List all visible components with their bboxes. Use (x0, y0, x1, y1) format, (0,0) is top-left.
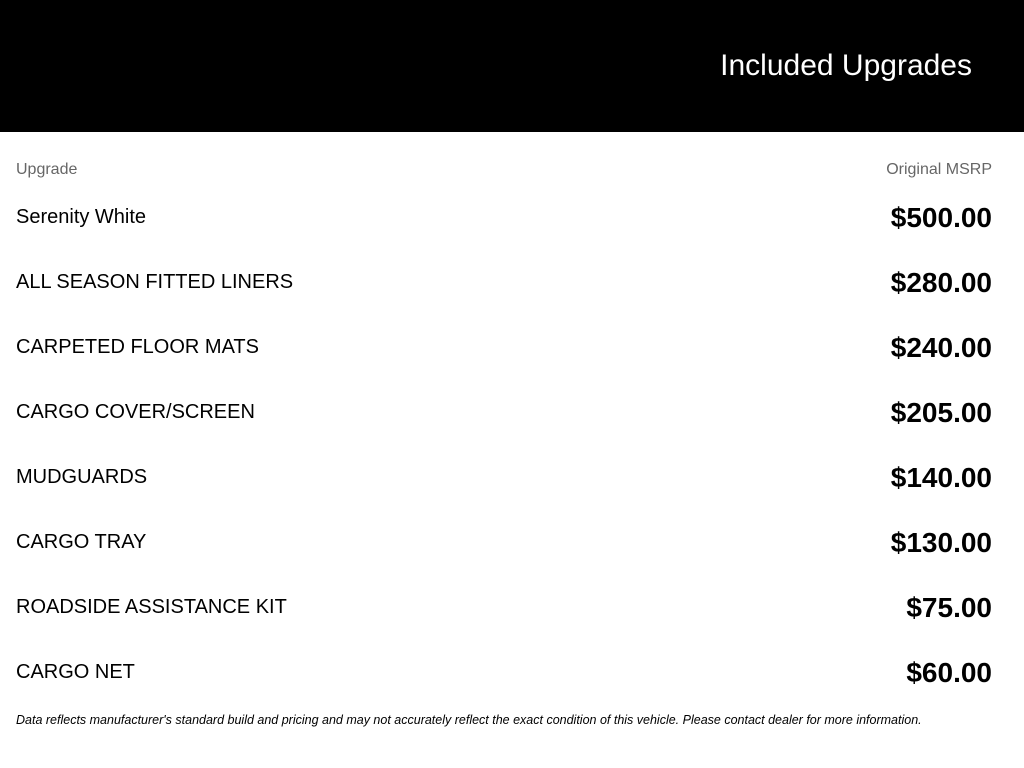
upgrade-row (16, 510, 992, 575)
table-column-headers (16, 156, 992, 184)
upgrade-price: $140.00 (890, 461, 992, 493)
upgrade-row (16, 575, 992, 640)
upgrade-price: $130.00 (890, 526, 992, 558)
column-header-msrp: Original MSRP (886, 161, 992, 178)
upgrade-name: MUDGUARDS (16, 466, 148, 488)
upgrade-name: ALL SEASON FITTED LINERS (16, 271, 294, 293)
upgrade-row (16, 185, 992, 250)
upgrade-row (16, 380, 992, 445)
upgrade-name: CARPETED FLOOR MATS (16, 336, 259, 358)
upgrade-name: ROADSIDE ASSISTANCE KIT (16, 596, 287, 618)
upgrade-price: $205.00 (890, 396, 992, 428)
page-header (0, 0, 1024, 132)
upgrade-row (16, 640, 992, 705)
upgrades-list (16, 185, 992, 705)
upgrade-name: CARGO TRAY (16, 531, 147, 553)
upgrade-price: $60.00 (906, 656, 992, 688)
upgrade-row (16, 315, 992, 380)
disclaimer-text: Data reflects manufacturer's standard build and pricing and may not accurately reflect the exact condition of this vehicle. Please contact dealer for more information. (16, 713, 922, 727)
upgrade-row (16, 445, 992, 510)
upgrade-price: $75.00 (906, 591, 992, 623)
upgrade-row (16, 250, 992, 315)
upgrade-name: CARGO NET (16, 661, 135, 683)
page-title: Included Upgrades (720, 49, 972, 82)
upgrade-price: $240.00 (890, 331, 992, 363)
upgrade-name: Serenity White (16, 206, 147, 228)
column-header-upgrade: Upgrade (16, 161, 78, 178)
upgrade-price: $500.00 (890, 201, 992, 233)
upgrade-price: $280.00 (890, 266, 992, 298)
upgrade-name: CARGO COVER/SCREEN (16, 401, 255, 423)
